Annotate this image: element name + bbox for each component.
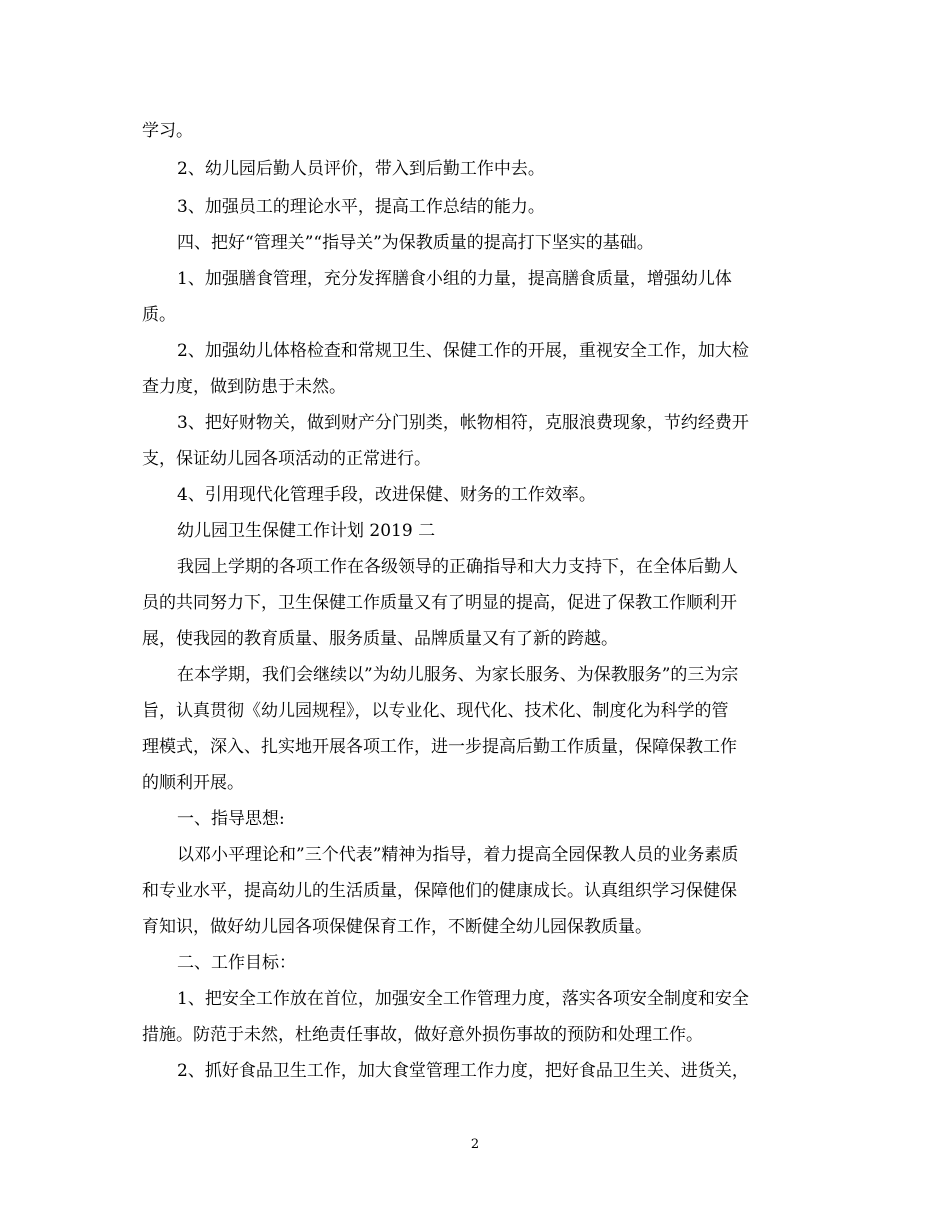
text-line: 在本学期，我们会继续以”为幼儿服务、为家长服务、为保教服务”的三为宗 [177, 665, 739, 685]
text-line: 2、幼儿园后勤人员评价，带入到后勤工作中去。 [177, 159, 545, 179]
text-line: 4、引用现代化管理手段，改进保健、财务的工作效率。 [177, 485, 596, 505]
text-line: 2、加强幼儿体格检查和常规卫生、保健工作的开展，重视安全工作，加大检 [177, 341, 749, 361]
section-heading: 一、指导思想: [177, 809, 285, 829]
text-line: 旨，认真贯彻《幼儿园规程》，以专业化、现代化、技术化、制度化为科学的管 [142, 701, 729, 721]
text-line: 我园上学期的各项工作在各级领导的正确指导和大力支持下，在全体后勤人 [177, 557, 738, 577]
text-line: 质。 [142, 305, 176, 325]
text-line: 查力度，做到防患于未然。 [142, 377, 346, 397]
text-line: 四、把好“管理关”“指导关”为保教质量的提高打下坚实的基础。 [177, 233, 654, 253]
text-line: 员的共同努力下，卫生保健工作质量又有了明显的提高，促进了保教工作顺利开 [142, 593, 737, 613]
text-line: 育知识，做好幼儿园各项保健保育工作，不断健全幼儿园保教质量。 [142, 917, 652, 937]
text-line: 和专业水平，提高幼儿的生活质量，保障他们的健康成长。认真组织学习保健保 [142, 881, 737, 901]
text-line: 2、抓好食品卫生工作，加大食堂管理工作力度，把好食品卫生关、进货关， [177, 1061, 749, 1081]
text-line: 理模式，深入、扎实地开展各项工作，进一步提高后勤工作质量，保障保教工作 [142, 737, 737, 757]
text-line: 1、加强膳食管理，充分发挥膳食小组的力量，提高膳食质量，增强幼儿体 [177, 269, 732, 289]
text-line: 展，使我园的教育质量、服务质量、品牌质量又有了新的跨越。 [142, 629, 618, 649]
text-line: 3、加强员工的理论水平，提高工作总结的能力。 [177, 197, 545, 217]
page-number: 2 [470, 1137, 480, 1152]
section-heading: 二、工作目标： [177, 953, 296, 973]
text-line: 的顺利开展。 [142, 773, 244, 793]
text-line: 措施。防范于未然，杜绝责任事故，做好意外损伤事故的预防和处理工作。 [142, 1025, 703, 1045]
text-line: 支，保证幼儿园各项活动的正常进行。 [142, 449, 431, 469]
text-line: 1、把安全工作放在首位，加强安全工作管理力度，落实各项安全制度和安全 [177, 989, 749, 1009]
text-line: 3、把好财物关，做到财产分门别类，帐物相符，克服浪费现象，节约经费开 [177, 413, 749, 433]
text-line: 学习。 [142, 121, 193, 141]
section-heading: 幼儿园卫生保健工作计划 2019 二 [177, 521, 436, 541]
text-line: 以邓小平理论和”三个代表”精神为指导，着力提高全园保教人员的业务素质 [177, 845, 739, 865]
